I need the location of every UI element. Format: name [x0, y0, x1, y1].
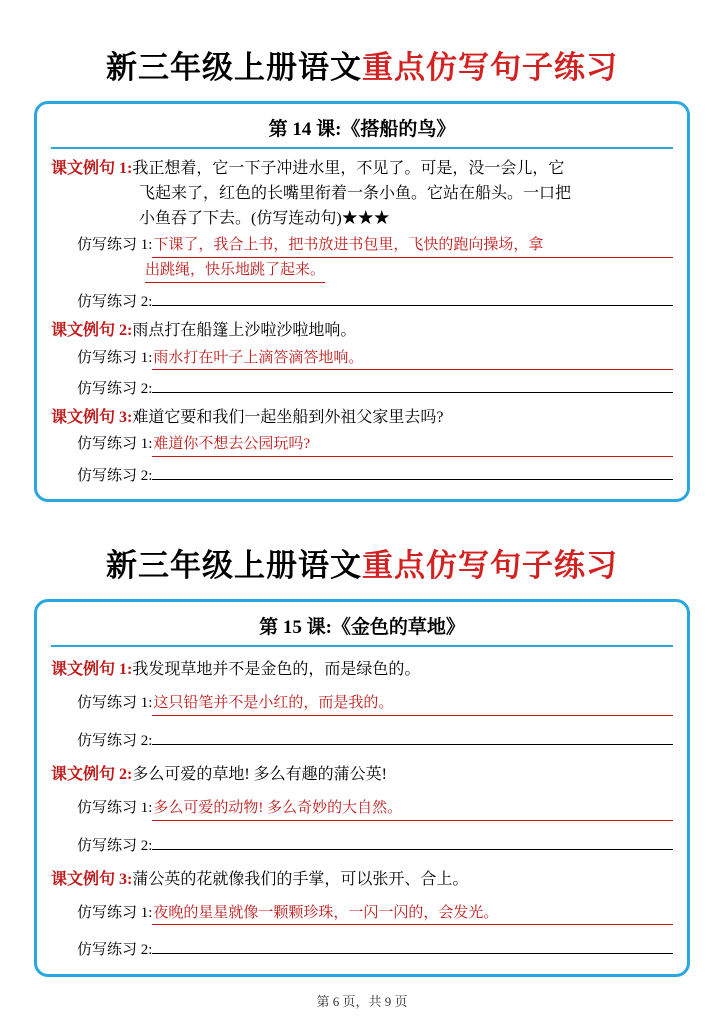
example-text: 我发现草地并不是金色的，而是绿色的。	[132, 661, 421, 679]
title-black-2: 新三年级上册语文	[106, 548, 362, 584]
title-red-2: 重点仿写句子练习	[362, 548, 618, 584]
lesson-heading-14: 第 14 课:《搭船的鸟》	[51, 114, 673, 149]
example-text: 雨点打在船篷上沙啦沙啦地响。	[132, 321, 357, 339]
practice-label: 仿写练习 2:	[77, 837, 153, 854]
example-text: 蒲公英的花就像我们的手掌，可以张开、合上。	[132, 871, 469, 889]
practice-row[interactable]	[51, 797, 673, 821]
practice-label: 仿写练习 1:	[77, 436, 153, 453]
example-label: 课文例句 2:	[51, 766, 133, 784]
practice-answer-continuation[interactable]: 出跳绳，快乐地跳了起来。	[145, 259, 325, 284]
example-label: 课文例句 3:	[51, 408, 133, 426]
title-black-1: 新三年级上册语文	[106, 50, 362, 85]
lesson-box-15	[34, 599, 690, 976]
example-text: 我正想着，它一下子冲进水里，不见了。可是，没一会儿，它	[132, 160, 565, 177]
practice-answer-field[interactable]: 雨水打在叶子上滴答滴答地响。	[152, 347, 673, 371]
practice-answer-field[interactable]: 下课了，我合上书，把书放进书包里，飞快的跑向操场，拿	[152, 234, 673, 258]
example-note: (仿写连动句)	[251, 209, 342, 227]
practice-label: 仿写练习 2:	[77, 381, 153, 398]
page-title-2	[28, 540, 696, 585]
page-title-1	[28, 42, 696, 87]
example-text: 难道它要和我们一起坐船到外祖父家里去吗?	[132, 408, 444, 426]
lesson-heading-15: 第 15 课:《金色的草地》	[51, 612, 673, 647]
title-red-1: 重点仿写句子练习	[362, 50, 618, 85]
practice-label: 仿写练习 1:	[77, 800, 153, 817]
example-sentence-2	[51, 319, 673, 344]
example-label: 课文例句 1:	[51, 160, 133, 177]
practice-row[interactable]	[51, 433, 673, 457]
page-footer: 第 6 页，共 9 页	[316, 994, 408, 1009]
example-label: 课文例句 3:	[51, 871, 133, 889]
practice-answer-field[interactable]	[152, 934, 673, 954]
practice-row[interactable]	[51, 902, 673, 926]
practice-label: 仿写练习 2:	[77, 294, 153, 311]
practice-answer-field[interactable]	[152, 460, 673, 480]
practice-answer-field[interactable]: 难道你不想去公园玩吗?	[152, 433, 673, 457]
practice-row[interactable]	[51, 830, 673, 858]
practice-row[interactable]	[51, 934, 673, 962]
practice-row[interactable]	[51, 373, 673, 401]
practice-row[interactable]	[51, 692, 673, 716]
practice-answer-field[interactable]	[152, 830, 673, 850]
practice-label: 仿写练习 2:	[77, 942, 153, 959]
practice-row[interactable]	[51, 347, 673, 371]
example-label: 课文例句 2:	[51, 321, 133, 339]
example-sentence-1	[51, 157, 673, 182]
practice-answer-field[interactable]	[152, 373, 673, 393]
practice-label: 仿写练习 2:	[77, 732, 153, 749]
example-sentence-2	[51, 763, 673, 788]
practice-row[interactable]	[51, 234, 673, 258]
example-sentence-3	[51, 868, 673, 893]
practice-answer-field[interactable]: 夜晚的星星就像一颗颗珍珠，一闪一闪的，会发光。	[152, 902, 673, 926]
practice-label: 仿写练习 1:	[77, 695, 153, 712]
practice-answer-field[interactable]	[152, 286, 673, 306]
practice-label: 仿写练习 1:	[77, 237, 153, 254]
practice-label: 仿写练习 2:	[77, 467, 153, 484]
lesson-box-14	[34, 101, 690, 502]
example-sentence-3	[51, 406, 673, 431]
example-text: 多么可爱的草地! 多么有趣的蒲公英!	[132, 766, 388, 784]
practice-row[interactable]	[51, 286, 673, 314]
section-gap	[28, 502, 696, 528]
practice-label: 仿写练习 1:	[77, 904, 153, 921]
difficulty-stars: ★★★	[341, 209, 390, 227]
practice-answer-field[interactable]: 多么可爱的动物! 多么奇妙的大自然。	[152, 797, 673, 821]
practice-row[interactable]	[51, 725, 673, 753]
example-sentence-1	[51, 658, 673, 683]
example-text-line3-wrap	[51, 207, 673, 232]
example-label: 课文例句 1:	[51, 661, 133, 679]
practice-answer-field[interactable]: 这只铅笔并不是小红的，而是我的。	[152, 692, 673, 716]
practice-row[interactable]	[51, 460, 673, 488]
example-text-line2: 飞起来了，红色的长嘴里衔着一条小鱼。它站在船头。一口把	[139, 184, 572, 202]
example-text-line3: 小鱼吞了下去。	[139, 209, 252, 227]
practice-answer-field[interactable]	[152, 725, 673, 745]
practice-label: 仿写练习 1:	[77, 349, 153, 366]
practice-answer-continuation-wrap	[51, 259, 673, 284]
